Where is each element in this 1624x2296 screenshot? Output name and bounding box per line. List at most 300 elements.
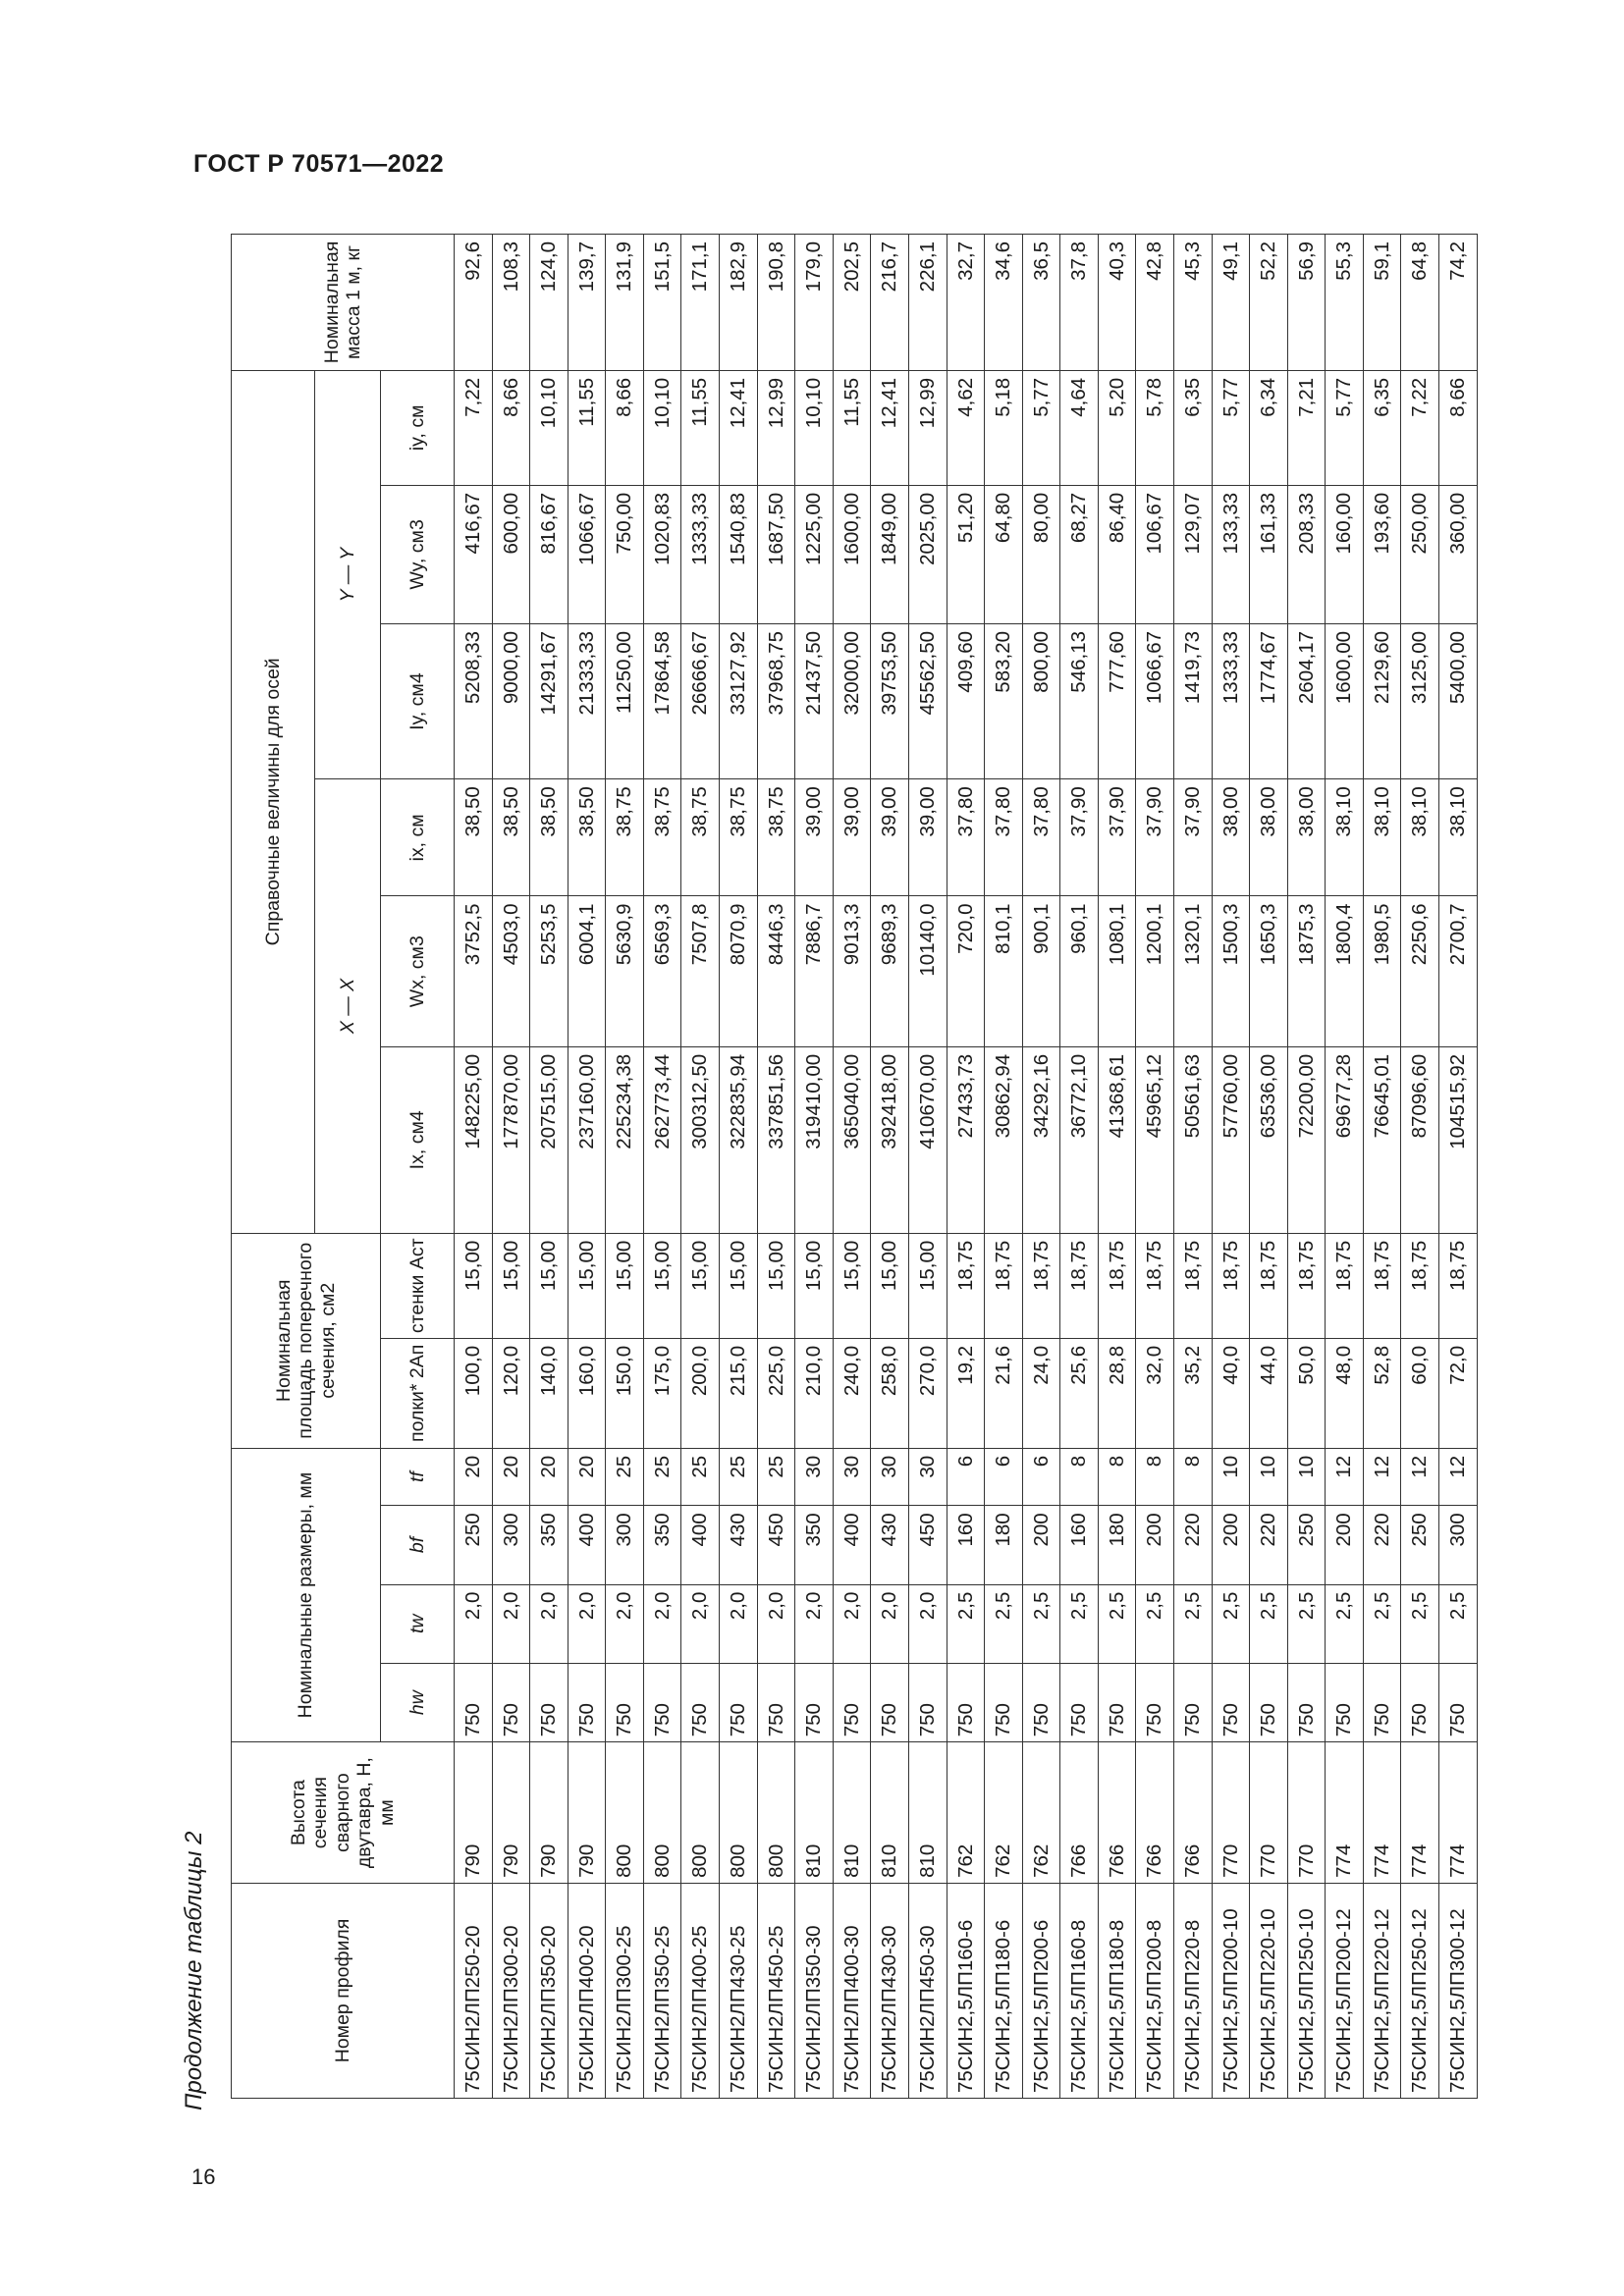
table-cell: 2250,6	[1401, 896, 1439, 1046]
table-cell: 190,8	[757, 235, 795, 371]
profile-number-cell: 75СИН2ЛП250-20	[455, 1883, 493, 2098]
header-tw: tw	[381, 1584, 455, 1663]
table-cell: 322835,94	[720, 1046, 758, 1233]
table-cell: 39,00	[795, 779, 834, 896]
table-cell: 37,80	[1022, 779, 1060, 896]
table-cell: 10	[1212, 1448, 1250, 1505]
table-cell: 750	[681, 1663, 720, 1741]
table-cell: 129,07	[1173, 485, 1212, 623]
table-cell: 546,13	[1060, 623, 1099, 778]
table-cell: 80,00	[1022, 485, 1060, 623]
table-cell: 750	[871, 1663, 909, 1741]
table-cell: 1020,83	[643, 485, 681, 623]
table-cell: 38,10	[1439, 779, 1478, 896]
table-cell: 9000,00	[492, 623, 530, 778]
table-cell: 18,75	[1401, 1233, 1439, 1338]
profile-number-cell: 75СИН2,5ЛП160-8	[1060, 1883, 1099, 2098]
table-cell: 160,00	[1326, 485, 1364, 623]
table-cell: 60,0	[1401, 1338, 1439, 1448]
table-cell: 400	[833, 1506, 871, 1584]
table-cell: 410670,00	[908, 1046, 947, 1233]
table-cell: 777,60	[1098, 623, 1136, 778]
table-cell: 6	[947, 1448, 985, 1505]
table-cell: 18,75	[1022, 1233, 1060, 1338]
table-cell: 18,75	[1173, 1233, 1212, 1338]
table-cell: 39753,50	[871, 623, 909, 778]
table-cell: 1225,00	[795, 485, 834, 623]
table-cell: 27433,73	[947, 1046, 985, 1233]
table-cell: 750	[1439, 1663, 1478, 1741]
table-cell: 810,1	[985, 896, 1023, 1046]
table-cell: 25,6	[1060, 1338, 1099, 1448]
table-row	[908, 235, 947, 2099]
table-row	[1212, 235, 1250, 2099]
table-cell: 1333,33	[1212, 623, 1250, 778]
table-cell: 337851,56	[757, 1046, 795, 1233]
table-cell: 1774,67	[1250, 623, 1288, 778]
table-cell: 32,0	[1136, 1338, 1174, 1448]
table-cell: 18,75	[1439, 1233, 1478, 1338]
table-cell: 37,90	[1136, 779, 1174, 896]
profile-number-cell: 75СИН2,5ЛП250-10	[1287, 1883, 1326, 2098]
table-cell: 216,7	[871, 235, 909, 371]
table-cell: 38,75	[606, 779, 644, 896]
table-cell: 131,9	[606, 235, 644, 371]
table-cell: 800	[720, 1742, 758, 1884]
profile-number-cell: 75СИН2ЛП450-25	[757, 1883, 795, 2098]
table-cell: 450	[908, 1506, 947, 1584]
table-cell: 18,75	[985, 1233, 1023, 1338]
table-cell: 270,0	[908, 1338, 947, 1448]
table-cell: 37,80	[985, 779, 1023, 896]
table-cell: 12	[1363, 1448, 1401, 1505]
table-cell: 25	[606, 1448, 644, 1505]
table-cell: 810	[871, 1742, 909, 1884]
table-cell: 250	[1287, 1506, 1326, 1584]
table-cell: 2,5	[1136, 1584, 1174, 1663]
table-row	[568, 235, 606, 2099]
table-cell: 800	[681, 1742, 720, 1884]
table-cell: 240,0	[833, 1338, 871, 1448]
table-cell: 300	[492, 1506, 530, 1584]
table-cell: 28,8	[1098, 1338, 1136, 1448]
header-axis-y: Y — Y	[315, 370, 381, 778]
table-cell: 74,2	[1439, 235, 1478, 371]
table-cell: 139,7	[568, 235, 606, 371]
table-cell: 1333,33	[681, 485, 720, 623]
table-cell: 11250,00	[606, 623, 644, 778]
table-cell: 1080,1	[1098, 896, 1136, 1046]
table-cell: 5,78	[1136, 370, 1174, 485]
table-cell: 2,0	[871, 1584, 909, 1663]
table-caption: Продолжение таблицы 2	[181, 1831, 207, 2110]
table-cell: 193,60	[1363, 485, 1401, 623]
table-cell: 770	[1212, 1742, 1250, 1884]
table-cell: 750	[1173, 1663, 1212, 1741]
table-cell: 1066,67	[1136, 623, 1174, 778]
table-cell: 1066,67	[568, 485, 606, 623]
table-cell: 2,0	[530, 1584, 568, 1663]
table-cell: 250	[455, 1506, 493, 1584]
header-web-area: стенки Aст	[381, 1233, 455, 1338]
table-cell: 300	[1439, 1506, 1478, 1584]
profile-number-cell: 75СИН2ЛП300-20	[492, 1883, 530, 2098]
table-cell: 38,75	[720, 779, 758, 896]
table-cell: 38,75	[681, 779, 720, 896]
table-cell: 2025,00	[908, 485, 947, 623]
profile-number-cell: 75СИН2,5ЛП200-10	[1212, 1883, 1250, 2098]
header-wx: Wx, см3	[381, 896, 455, 1046]
profile-number-cell: 75СИН2,5ЛП180-8	[1098, 1883, 1136, 2098]
table-cell: 5,77	[1022, 370, 1060, 485]
table-row	[871, 235, 909, 2099]
table-cell: 8,66	[492, 370, 530, 485]
table-cell: 5400,00	[1439, 623, 1478, 778]
table-row	[720, 235, 758, 2099]
table-cell: 2,0	[455, 1584, 493, 1663]
table-cell: 300	[606, 1506, 644, 1584]
table-cell: 900,1	[1022, 896, 1060, 1046]
table-cell: 161,33	[1250, 485, 1288, 623]
table-row	[455, 235, 493, 2099]
table-cell: 450	[757, 1506, 795, 1584]
table-cell: 133,33	[1212, 485, 1250, 623]
table-cell: 21437,50	[795, 623, 834, 778]
table-cell: 3752,5	[455, 896, 493, 1046]
table-cell: 10,10	[795, 370, 834, 485]
table-cell: 220	[1173, 1506, 1212, 1584]
table-cell: 2,0	[606, 1584, 644, 1663]
table-cell: 6	[1022, 1448, 1060, 1505]
table-cell: 37,80	[947, 779, 985, 896]
table-cell: 76645,01	[1363, 1046, 1401, 1233]
profiles-table	[231, 234, 1478, 2099]
table-cell: 18,75	[1326, 1233, 1364, 1338]
profile-number-cell: 75СИН2ЛП350-30	[795, 1883, 834, 2098]
table-cell: 180	[985, 1506, 1023, 1584]
table-cell: 15,00	[871, 1233, 909, 1338]
table-cell: 6,35	[1363, 370, 1401, 485]
table-cell: 8,66	[1439, 370, 1478, 485]
table-cell: 15,00	[833, 1233, 871, 1338]
header-section-height: Высота сечения сварного двутавра, H, мм	[232, 1742, 455, 1884]
table-cell: 8446,3	[757, 896, 795, 1046]
table-cell: 2,0	[568, 1584, 606, 1663]
table-cell: 250	[1401, 1506, 1439, 1584]
table-cell: 45562,50	[908, 623, 947, 778]
table-cell: 150,0	[606, 1338, 644, 1448]
table-cell: 20	[492, 1448, 530, 1505]
table-cell: 2,5	[1439, 1584, 1478, 1663]
profile-number-cell: 75СИН2,5ЛП250-12	[1401, 1883, 1439, 2098]
table-cell: 6	[985, 1448, 1023, 1505]
table-cell: 15,00	[568, 1233, 606, 1338]
profile-number-cell: 75СИН2,5ЛП180-6	[985, 1883, 1023, 2098]
table-cell: 1800,4	[1326, 896, 1364, 1046]
table-cell: 225,0	[757, 1338, 795, 1448]
table-cell: 64,80	[985, 485, 1023, 623]
table-cell: 11,55	[568, 370, 606, 485]
table-cell: 39,00	[908, 779, 947, 896]
table-cell: 430	[720, 1506, 758, 1584]
table-cell: 2,0	[908, 1584, 947, 1663]
table-cell: 180	[1098, 1506, 1136, 1584]
table-cell: 171,1	[681, 235, 720, 371]
table-cell: 12,41	[720, 370, 758, 485]
table-cell: 11,55	[833, 370, 871, 485]
table-cell: 2700,7	[1439, 896, 1478, 1046]
table-cell: 56,9	[1287, 235, 1326, 371]
header-nominal-dimensions: Номинальные размеры, мм	[232, 1448, 381, 1741]
table-cell: 151,5	[643, 235, 681, 371]
table-cell: 20	[568, 1448, 606, 1505]
table-cell: 18,75	[1060, 1233, 1099, 1338]
table-cell: 38,50	[492, 779, 530, 896]
table-cell: 18,75	[1287, 1233, 1326, 1338]
table-cell: 52,8	[1363, 1338, 1401, 1448]
table-cell: 10	[1250, 1448, 1288, 1505]
table-cell: 12	[1401, 1448, 1439, 1505]
table-cell: 1200,1	[1136, 896, 1174, 1046]
table-cell: 40,3	[1098, 235, 1136, 371]
table-cell: 38,00	[1212, 779, 1250, 896]
profile-number-cell: 75СИН2,5ЛП220-10	[1250, 1883, 1288, 2098]
table-cell: 18,75	[947, 1233, 985, 1338]
table-cell: 148225,00	[455, 1046, 493, 1233]
table-cell: 36772,10	[1060, 1046, 1099, 1233]
table-cell: 21333,33	[568, 623, 606, 778]
table-cell: 160	[947, 1506, 985, 1584]
table-cell: 8	[1060, 1448, 1099, 1505]
table-cell: 37,90	[1173, 779, 1212, 896]
table-cell: 32000,00	[833, 623, 871, 778]
table-row	[1250, 235, 1288, 2099]
table-cell: 12,41	[871, 370, 909, 485]
table-cell: 100,0	[455, 1338, 493, 1448]
table-cell: 68,27	[1060, 485, 1099, 623]
table-cell: 7886,7	[795, 896, 834, 1046]
table-cell: 208,33	[1287, 485, 1326, 623]
table-cell: 92,6	[455, 235, 493, 371]
table-cell: 15,00	[643, 1233, 681, 1338]
table-cell: 210,0	[795, 1338, 834, 1448]
table-cell: 225234,38	[606, 1046, 644, 1233]
profile-number-cell: 75СИН2,5ЛП200-12	[1326, 1883, 1364, 2098]
profile-number-cell: 75СИН2ЛП450-30	[908, 1883, 947, 2098]
table-cell: 750	[795, 1663, 834, 1741]
table-cell: 57760,00	[1212, 1046, 1250, 1233]
profile-number-cell: 75СИН2ЛП350-20	[530, 1883, 568, 2098]
table-cell: 12	[1326, 1448, 1364, 1505]
table-cell: 26666,67	[681, 623, 720, 778]
table-cell: 10,10	[643, 370, 681, 485]
table-cell: 400	[681, 1506, 720, 1584]
table-cell: 6,35	[1173, 370, 1212, 485]
table-cell: 2,0	[681, 1584, 720, 1663]
table-cell: 750	[1287, 1663, 1326, 1741]
table-cell: 2,0	[720, 1584, 758, 1663]
table-row	[1326, 235, 1364, 2099]
table-cell: 7,22	[1401, 370, 1439, 485]
document-id: ГОСТ Р 70571—2022	[193, 150, 445, 178]
table-row	[530, 235, 568, 2099]
table-cell: 2,5	[1173, 1584, 1212, 1663]
table-cell: 350	[530, 1506, 568, 1584]
table-cell: 800	[643, 1742, 681, 1884]
header-reference-values: Справочные величины для осей	[232, 370, 315, 1233]
table-cell: 202,5	[833, 235, 871, 371]
table-cell: 200,0	[681, 1338, 720, 1448]
table-cell: 766	[1173, 1742, 1212, 1884]
table-cell: 39,00	[871, 779, 909, 896]
table-cell: 15,00	[908, 1233, 947, 1338]
profile-number-cell: 75СИН2ЛП400-30	[833, 1883, 871, 2098]
table-cell: 18,75	[1098, 1233, 1136, 1338]
table-cell: 15,00	[720, 1233, 758, 1338]
header-nominal-area: Номинальная площадь поперечного сечения, см2	[232, 1233, 381, 1448]
table-cell: 810	[795, 1742, 834, 1884]
table-cell: 15,00	[530, 1233, 568, 1338]
table-cell: 38,00	[1287, 779, 1326, 896]
table-cell: 10140,0	[908, 896, 947, 1046]
table-cell: 160	[1060, 1506, 1099, 1584]
table-cell: 750	[720, 1663, 758, 1741]
table-cell: 430	[871, 1506, 909, 1584]
table-cell: 774	[1401, 1742, 1439, 1884]
table-cell: 220	[1363, 1506, 1401, 1584]
table-cell: 21,6	[985, 1338, 1023, 1448]
table-cell: 24,0	[1022, 1338, 1060, 1448]
table-cell: 106,67	[1136, 485, 1174, 623]
table-cell: 20	[530, 1448, 568, 1505]
table-cell: 6,34	[1250, 370, 1288, 485]
table-cell: 11,55	[681, 370, 720, 485]
table-cell: 14291,67	[530, 623, 568, 778]
profile-number-cell: 75СИН2ЛП400-20	[568, 1883, 606, 2098]
table-row	[643, 235, 681, 2099]
table-cell: 1419,73	[1173, 623, 1212, 778]
table-cell: 20	[455, 1448, 493, 1505]
table-cell: 12,99	[757, 370, 795, 485]
table-cell: 45965,12	[1136, 1046, 1174, 1233]
table-cell: 160,0	[568, 1338, 606, 1448]
page-number: 16	[191, 2164, 216, 2189]
table-cell: 33127,92	[720, 623, 758, 778]
table-cell: 750	[1212, 1663, 1250, 1741]
table-cell: 409,60	[947, 623, 985, 778]
table-cell: 2,0	[833, 1584, 871, 1663]
profile-number-cell: 75СИН2ЛП350-25	[643, 1883, 681, 2098]
table-cell: 25	[757, 1448, 795, 1505]
table-cell: 750	[530, 1663, 568, 1741]
table-cell: 30	[833, 1448, 871, 1505]
table-cell: 15,00	[681, 1233, 720, 1338]
table-row	[757, 235, 795, 2099]
table-cell: 69677,28	[1326, 1046, 1364, 1233]
table-cell: 762	[947, 1742, 985, 1884]
table-cell: 49,1	[1212, 235, 1250, 371]
header-ix-moment: Ix, см4	[381, 1046, 455, 1233]
table-cell: 7507,8	[681, 896, 720, 1046]
table-cell: 41368,61	[1098, 1046, 1136, 1233]
table-cell: 7,22	[455, 370, 493, 485]
table-cell: 226,1	[908, 235, 947, 371]
table-cell: 5,77	[1326, 370, 1364, 485]
table-cell: 750	[1363, 1663, 1401, 1741]
table-cell: 810	[908, 1742, 947, 1884]
table-cell: 15,00	[492, 1233, 530, 1338]
table-cell: 800	[606, 1742, 644, 1884]
table-cell: 8070,9	[720, 896, 758, 1046]
profile-number-cell: 75СИН2,5ЛП200-6	[1022, 1883, 1060, 2098]
table-cell: 12	[1439, 1448, 1478, 1505]
rotated-table-container	[231, 234, 1478, 2099]
table-cell: 200	[1326, 1506, 1364, 1584]
table-row	[1022, 235, 1060, 2099]
profile-number-cell: 75СИН2ЛП300-25	[606, 1883, 644, 2098]
table-cell: 9689,3	[871, 896, 909, 1046]
table-cell: 800	[757, 1742, 795, 1884]
table-cell: 39,00	[833, 779, 871, 896]
table-cell: 766	[1098, 1742, 1136, 1884]
table-cell: 200	[1022, 1506, 1060, 1584]
table-cell: 51,20	[947, 485, 985, 623]
table-cell: 319410,00	[795, 1046, 834, 1233]
table-cell: 1600,00	[833, 485, 871, 623]
profile-number-cell: 75СИН2ЛП400-25	[681, 1883, 720, 2098]
table-cell: 38,10	[1363, 779, 1401, 896]
table-cell: 2,5	[1363, 1584, 1401, 1663]
table-cell: 30	[795, 1448, 834, 1505]
table-cell: 38,50	[455, 779, 493, 896]
table-cell: 1849,00	[871, 485, 909, 623]
table-cell: 750	[1250, 1663, 1288, 1741]
table-cell: 4503,0	[492, 896, 530, 1046]
table-cell: 44,0	[1250, 1338, 1288, 1448]
header-iy-moment: Iy, см4	[381, 623, 455, 778]
table-cell: 2,5	[947, 1584, 985, 1663]
table-cell: 40,0	[1212, 1338, 1250, 1448]
table-cell: 350	[643, 1506, 681, 1584]
table-cell: 2,5	[1401, 1584, 1439, 1663]
table-cell: 790	[568, 1742, 606, 1884]
table-cell: 816,67	[530, 485, 568, 623]
table-cell: 72,0	[1439, 1338, 1478, 1448]
profile-number-cell: 75СИН2ЛП430-30	[871, 1883, 909, 2098]
table-cell: 215,0	[720, 1338, 758, 1448]
table-cell: 1500,3	[1212, 896, 1250, 1046]
table-cell: 15,00	[455, 1233, 493, 1338]
table-cell: 365040,00	[833, 1046, 871, 1233]
table-cell: 35,2	[1173, 1338, 1212, 1448]
table-cell: 1875,3	[1287, 896, 1326, 1046]
table-cell: 63536,00	[1250, 1046, 1288, 1233]
table-cell: 52,2	[1250, 235, 1288, 371]
header-bf: bf	[381, 1506, 455, 1584]
table-cell: 2129,60	[1363, 623, 1401, 778]
table-cell: 762	[985, 1742, 1023, 1884]
table-cell: 790	[492, 1742, 530, 1884]
table-cell: 25	[643, 1448, 681, 1505]
table-cell: 750,00	[606, 485, 644, 623]
table-cell: 1980,5	[1363, 896, 1401, 1046]
table-cell: 2,0	[795, 1584, 834, 1663]
table-cell: 2,5	[1212, 1584, 1250, 1663]
table-cell: 400	[568, 1506, 606, 1584]
table-cell: 34,6	[985, 235, 1023, 371]
table-cell: 766	[1136, 1742, 1174, 1884]
table-cell: 750	[606, 1663, 644, 1741]
